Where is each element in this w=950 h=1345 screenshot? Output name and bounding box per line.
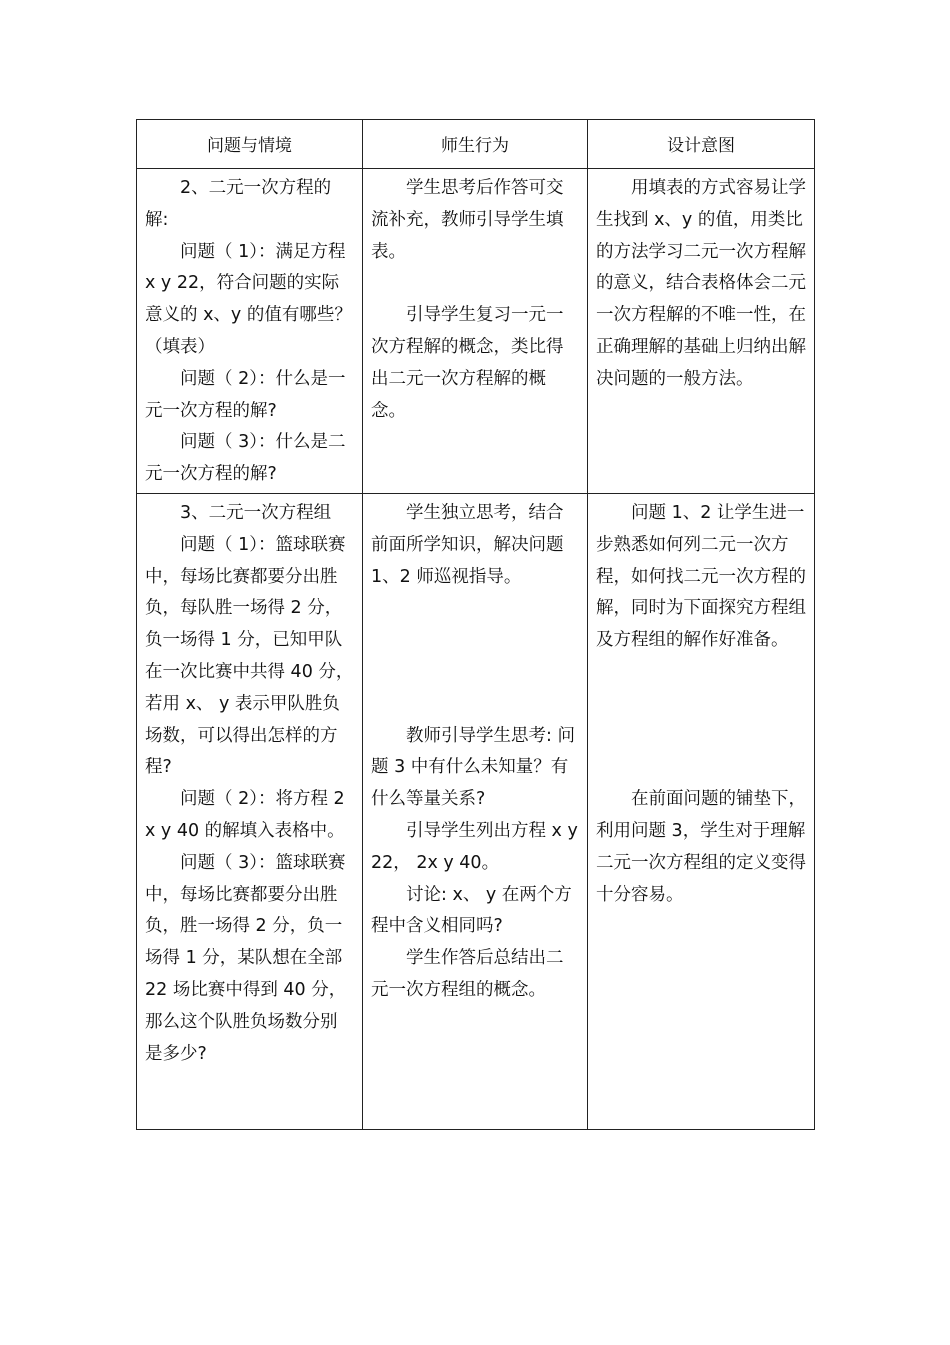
row2-intent-cell bbox=[588, 493, 815, 1129]
header-problem-situation: 问题与情境 bbox=[137, 120, 363, 169]
row1-behavior-text-1: 学生思考后作答可交流补充，教师引导学生填表。 bbox=[371, 178, 564, 262]
row2-situation-question-3: 问题（ 3）：篮球联赛中，每场比赛都要分出胜负，胜一场得 2 分，负一场得 1 分，某队想在全部 22 场比赛中得到 40 分，那么这个队胜负场数分别是多少? bbox=[145, 852, 347, 1064]
row2-intent-text-1: 问题 1、2 让学生进一步熟悉如何列二元一次方程，如何找二元一次方程的解，同时为下面探究方程组及方程组的解作好准备。 bbox=[596, 502, 806, 651]
row2-situation-question-2: 问题（ 2）：将方程 2x y 40 的解填入表格中。 bbox=[145, 789, 345, 841]
row1-intent-text: 用填表的方式容易让学生找到 x、y 的值，用类比的方法学习二元一次方程解的意义，结合表格体会二元一次方程解的不唯一性，在正确理解的基础上归纳出解决问题的一般方法。 bbox=[596, 178, 806, 389]
row1-situation-cell bbox=[137, 169, 363, 494]
spacer bbox=[371, 657, 579, 721]
spacer bbox=[596, 721, 806, 785]
table-header-row bbox=[137, 120, 815, 169]
row1-intent-cell bbox=[588, 169, 815, 494]
table-row bbox=[137, 493, 815, 1129]
row2-behavior-text-1: 学生独立思考，结合前面所学知识，解决问题 1、2 师巡视指导。 bbox=[371, 502, 564, 587]
row1-behavior-text-2: 引导学生复习一元一次方程解的概念，类比得出二元一次方程解的概念。 bbox=[371, 305, 564, 421]
spacer bbox=[371, 593, 579, 657]
row1-situation-question-3: 问题（ 3）：什么是二元一次方程的解? bbox=[145, 432, 346, 485]
table-row bbox=[137, 169, 815, 494]
row2-behavior-text-4: 讨论: x、 y 在两个方程中含义相同吗? bbox=[371, 884, 572, 937]
row2-behavior-text-3: 引导学生列出方程 x y 22， 2x y 40。 bbox=[371, 820, 578, 873]
row2-behavior-cell bbox=[363, 493, 588, 1129]
lesson-design-table bbox=[136, 119, 815, 1130]
row2-behavior-text-5: 学生作答后总结出二元一次方程组的概念。 bbox=[371, 948, 564, 1000]
row1-situation-question-2: 问题（ 2）：什么是一元一次方程的解? bbox=[145, 368, 346, 421]
spacer bbox=[371, 268, 579, 300]
row2-situation-title: 3、二元一次方程组 bbox=[180, 502, 332, 523]
row2-intent-text-2: 在前面问题的铺垫下，利用问题 3，学生对于理解二元一次方程组的定义变得十分容易。 bbox=[596, 789, 806, 905]
row2-behavior-text-2: 教师引导学生思考: 问题 3 中有什么未知量？有什么等量关系? bbox=[371, 725, 575, 810]
row1-situation-title: 2、二元一次方程的解: bbox=[145, 178, 332, 230]
row1-behavior-cell bbox=[363, 169, 588, 494]
header-teacher-student-behavior: 师生行为 bbox=[363, 120, 588, 169]
row2-situation-cell bbox=[137, 493, 363, 1129]
header-design-intent: 设计意图 bbox=[588, 120, 815, 169]
row2-situation-question-1: 问题（ 1）：篮球联赛中，每场比赛都要分出胜负，每队胜一场得 2 分，负一场得 1 分，已知甲队在一次比赛中共得 40 分，若用 x、 y 表示甲队胜负场数，可以得出怎样的方程? bbox=[145, 534, 354, 778]
spacer bbox=[596, 657, 806, 721]
row1-situation-question-1: 问题（ 1）：满足方程 x y 22，符合问题的实际意义的 x、y 的值有哪些？（填表） bbox=[145, 241, 352, 357]
